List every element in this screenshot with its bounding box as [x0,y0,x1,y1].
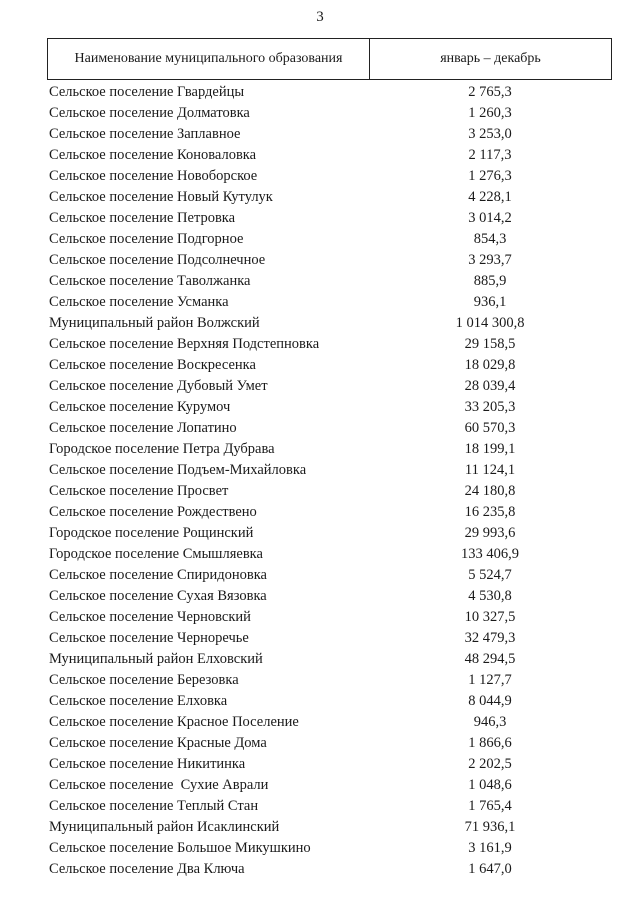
table-row [47,376,612,397]
table-row [47,145,612,166]
table-row [47,859,612,880]
municipality-name: Муниципальный район Елховский [49,651,263,667]
table-row [47,418,612,439]
municipality-value: 3 293,7 [468,252,512,268]
municipality-value: 4 530,8 [468,588,512,604]
municipality-name: Сельское поселение Никитинка [49,756,246,772]
municipality-value: 4 228,1 [468,189,512,205]
municipality-value: 18 199,1 [464,441,516,457]
table-row [47,208,612,229]
table-row [47,586,612,607]
table-row [47,649,612,670]
municipality-name: Сельское поселение Елховка [49,693,228,709]
table-row [47,607,612,628]
table-row [47,229,612,250]
municipality-value: 1 014 300,8 [455,315,525,331]
municipality-value: 71 936,1 [464,819,516,835]
municipality-name: Сельское поселение Таволжанка [49,273,251,289]
municipality-name: Сельское поселение Черноречье [49,630,249,646]
municipality-value: 1 276,3 [468,168,512,184]
table-row [47,712,612,733]
table-row [47,292,612,313]
municipality-name: Сельское поселение Теплый Стан [49,798,259,814]
municipality-name: Сельское поселение Курумоч [49,399,231,415]
municipality-value: 33 205,3 [464,399,516,415]
municipality-value: 18 029,8 [464,357,516,373]
table-row [47,481,612,502]
municipality-value: 2 765,3 [468,84,512,100]
municipality-value: 10 327,5 [464,609,516,625]
municipality-name: Муниципальный район Волжский [49,315,260,331]
table-row [47,754,612,775]
municipality-value: 885,9 [473,273,507,289]
municipality-name: Сельское поселение Верхняя Подстепновка [49,336,320,352]
municipality-value: 8 044,9 [468,693,512,709]
table-body [47,82,612,880]
municipality-name: Сельское поселение Подгорное [49,231,244,247]
municipality-name: Сельское поселение Заплавное [49,126,241,142]
municipality-name: Муниципальный район Исаклинский [49,819,280,835]
municipality-name: Сельское поселение Гвардейцы [49,84,245,100]
table-row [47,628,612,649]
table-row [47,691,612,712]
municipality-name: Сельское поселение Новоборское [49,168,258,184]
municipality-name: Сельское поселение Черновский [49,609,251,625]
municipality-value: 2 202,5 [468,756,512,772]
table-row [47,460,612,481]
municipality-value: 2 117,3 [468,147,512,163]
municipality-name: Городское поселение Петра Дубрава [49,441,275,457]
table-row [47,523,612,544]
table-row [47,166,612,187]
table-row [47,502,612,523]
table-row [47,397,612,418]
municipality-name: Сельское поселение Березовка [49,672,239,688]
municipality-value: 1 866,6 [468,735,512,751]
municipality-name: Сельское поселение Долматовка [49,105,250,121]
table-row [47,313,612,334]
table-row [47,544,612,565]
table-row [47,103,612,124]
municipality-name: Городское поселение Смышляевка [49,546,263,562]
municipality-value: 3 253,0 [468,126,512,142]
table-row [47,334,612,355]
municipality-value: 1 647,0 [468,861,512,877]
municipality-value: 16 235,8 [464,504,516,520]
table-row [47,733,612,754]
municipality-name: Сельское поселение Два Ключа [49,861,245,877]
municipality-value: 1 048,6 [468,777,512,793]
municipality-name: Сельское поселение Новый Кутулук [49,189,273,205]
municipality-name: Сельское поселение Красное Поселение [49,714,299,730]
municipality-value: 1 765,4 [468,798,512,814]
municipality-name: Сельское поселение Просвет [49,483,229,499]
table-row [47,775,612,796]
municipality-name: Сельское поселение Подъем-Михайловка [49,462,307,478]
header-period-column: январь – декабрь [440,51,541,66]
page-number: 3 [316,9,324,25]
header-name-column: Наименование муниципального образования [48,39,370,79]
table-header [47,38,612,80]
table-row [47,838,612,859]
municipality-value: 24 180,8 [464,483,516,499]
table-row [47,670,612,691]
municipality-value: 29 158,5 [464,336,516,352]
municipality-value: 48 294,5 [464,651,516,667]
table-row [47,271,612,292]
municipality-name: Сельское поселение Лопатино [49,420,237,436]
municipality-value: 3 014,2 [468,210,512,226]
municipality-value: 5 524,7 [468,567,512,583]
municipality-value: 60 570,3 [464,420,516,436]
municipality-name: Сельское поселение Большое Микушкино [49,840,311,856]
municipality-value: 946,3 [473,714,507,730]
municipality-name: Сельское поселение Сухие Аврали [49,777,269,793]
municipality-value: 11 124,1 [464,462,516,478]
municipality-value: 854,3 [473,231,507,247]
municipality-value: 936,1 [473,294,507,310]
municipality-name: Сельское поселение Дубовый Умет [49,378,268,394]
municipality-name: Сельское поселение Коноваловка [49,147,257,163]
municipality-value: 29 993,6 [464,525,516,541]
municipality-name: Городское поселение Рощинский [49,525,254,541]
municipality-value: 32 479,3 [464,630,516,646]
municipality-name: Сельское поселение Красные Дома [49,735,267,751]
table-row [47,187,612,208]
municipality-value: 1 127,7 [468,672,512,688]
municipality-value: 1 260,3 [468,105,512,121]
municipality-value: 133 406,9 [461,546,519,562]
municipality-name: Сельское поселение Рождествено [49,504,257,520]
municipality-value: 28 039,4 [464,378,516,394]
table-row [47,124,612,145]
municipality-name: Сельское поселение Усманка [49,294,229,310]
table-row [47,796,612,817]
municipality-name: Сельское поселение Петровка [49,210,236,226]
municipality-name: Сельское поселение Воскресенка [49,357,256,373]
municipality-name: Сельское поселение Сухая Вязовка [49,588,267,604]
municipality-name: Сельское поселение Спиридоновка [49,567,267,583]
table-row [47,82,612,103]
municipality-value: 3 161,9 [468,840,512,856]
table-row [47,439,612,460]
table-row [47,250,612,271]
table-row [47,565,612,586]
table-row [47,817,612,838]
municipality-name: Сельское поселение Подсолнечное [49,252,266,268]
table-row [47,355,612,376]
